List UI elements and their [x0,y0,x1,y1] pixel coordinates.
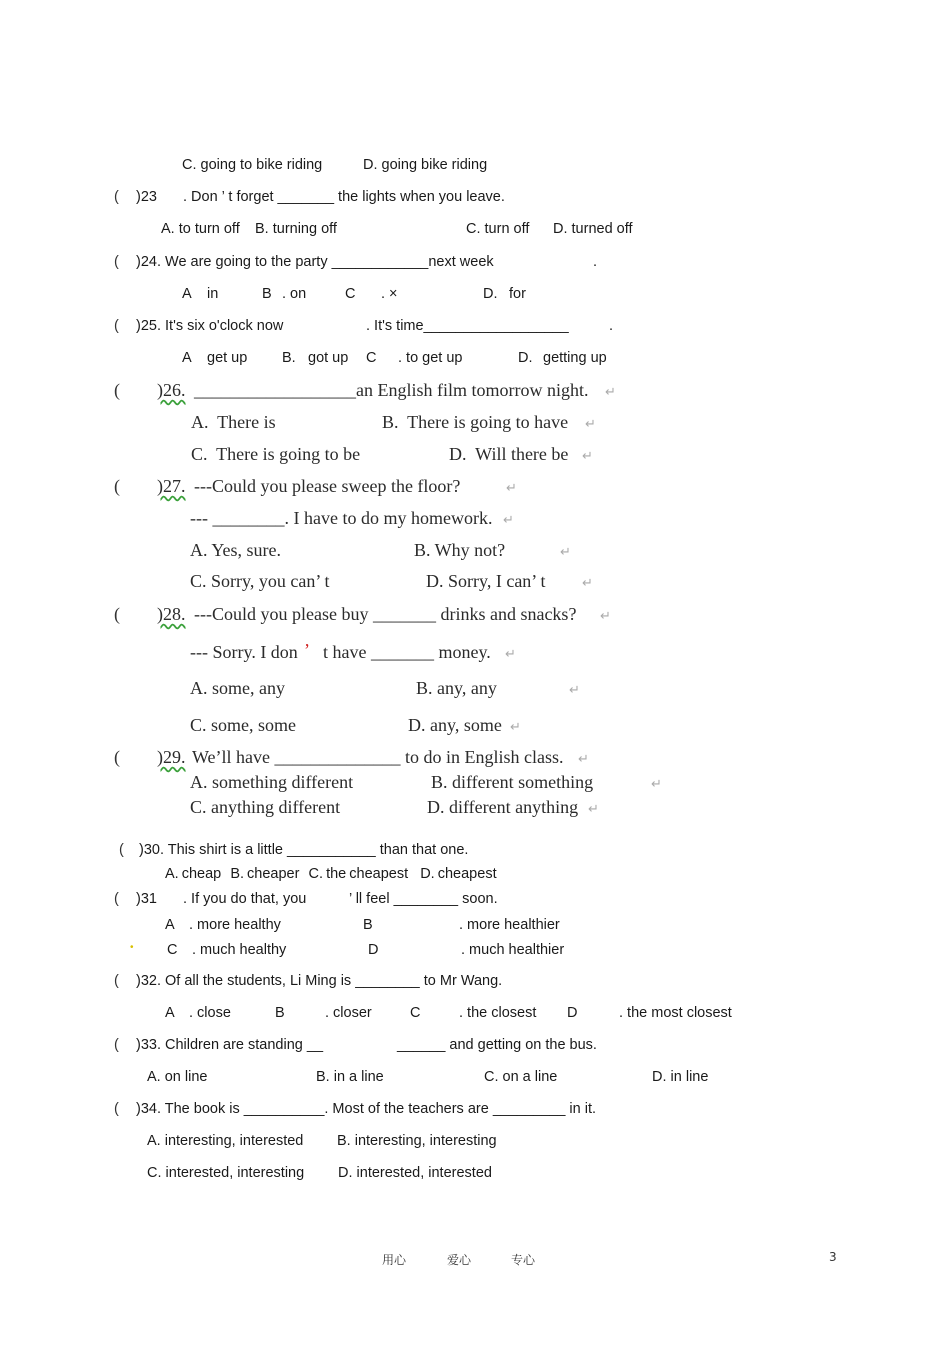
q27-option-d: D. Sorry, I can’ t [426,571,546,591]
q31-stem-end: ’ ll feel ________ soon. [349,891,498,907]
return-mark-icon: ↵ [651,776,662,791]
return-mark-icon: ↵ [506,480,517,495]
q24-stem: )24. We are going to the party ____________next week [136,254,494,270]
return-mark-icon: ↵ [605,384,616,399]
q25-option-b-letter: B. [282,350,296,366]
q26-option-d: D. Will there be [449,444,569,464]
q31-option-b-letter: B [363,917,373,933]
q33-option-c: C. on a line [484,1069,558,1085]
q27-answer-paren[interactable]: ( [114,476,120,496]
q27-number: )27. [157,476,186,496]
q25-option-b-text: got up [308,350,349,366]
return-mark-icon: ↵ [569,682,580,697]
q29-answer-paren[interactable]: ( [114,747,120,767]
q24-option-b-text: . on [282,286,307,302]
q27-option-b: B. Why not? [414,540,506,560]
q33-option-b: B. in a line [316,1069,384,1085]
q32-option-a-letter: A [165,1005,175,1021]
q24-stem-end: . [593,254,598,270]
q24-option-b-letter: B [262,286,272,302]
q25-option-d-letter: D. [518,350,533,366]
q24-option-c-letter: C [345,286,356,302]
q24-option-d-text: for [509,286,526,302]
q29-option-d: D. different anything [427,797,579,817]
q28-reply-apostrophe: ’ [304,640,310,660]
q28-option-c: C. some, some [190,715,296,735]
q32-option-d-text: . the most closest [619,1005,732,1021]
q32-answer-paren[interactable]: ( [114,973,119,989]
q25-option-d-text: getting up [543,350,607,366]
q31-answer-paren[interactable]: ( [114,891,119,907]
return-mark-icon: ↵ [510,719,521,734]
q29-number: )29. [157,747,186,767]
q28-option-b: B. any, any [416,678,497,698]
q23-answer-paren[interactable]: ( [114,189,119,205]
q31-option-c-letter: C [167,942,178,958]
footer-word-3: 专心 [511,1253,536,1267]
q28-stem: ---Could you please buy _______ drinks and snacks? [194,604,577,624]
q24-option-d-letter: D. [483,286,498,302]
return-mark-icon: ↵ [585,416,596,431]
q27-reply: --- ________. I have to do my homework. [190,508,493,528]
q31-option-d-text: . much healthier [461,942,565,958]
q30-options: A. cheap B. cheaper C. the cheapest D. cheapest [165,866,497,882]
footer-word-1: 用心 [382,1253,407,1267]
q23-option-b: B. turning off [255,221,337,237]
q33-stem-end: ______ and getting on the bus. [397,1037,597,1053]
q30-answer-paren[interactable]: ( [119,842,124,858]
q34-option-d: D. interested, interested [338,1165,492,1181]
return-mark-icon: ↵ [582,575,593,590]
q33-option-a: A. on line [147,1069,208,1085]
q28-reply-start: --- Sorry. I don [190,642,298,662]
q34-option-c: C. interested, interesting [147,1165,305,1181]
q25-stem-mid: . It's time__________________ [366,318,569,334]
q31-option-a-text: . more healthy [189,917,281,933]
dot-mark: • [130,942,134,953]
q34-answer-paren[interactable]: ( [114,1101,119,1117]
q31-option-d-letter: D [368,942,379,958]
q23-option-d: D. turned off [553,221,633,237]
q23-option-c: C. turn off [466,221,530,237]
q32-option-b-letter: B [275,1005,285,1021]
q26-option-b: B. There is going to have [382,412,569,432]
return-mark-icon: ↵ [578,751,589,766]
q28-number: )28. [157,604,186,624]
q32-option-d-letter: D [567,1005,578,1021]
return-mark-icon: ↵ [600,608,611,623]
q29-option-b: B. different something [431,772,594,792]
q24-option-a-letter: A [182,286,192,302]
q25-option-a-letter: A [182,350,192,366]
q32-option-c-text: . the closest [459,1005,537,1021]
q29-option-a: A. something different [190,772,354,792]
q27-stem: ---Could you please sweep the floor? [194,476,461,496]
q34-stem: )34. The book is __________. Most of the teachers are _________ in it. [136,1101,597,1117]
q24-option-a-text: in [207,286,219,302]
q32-option-a-text: . close [189,1005,231,1021]
q29-option-c: C. anything different [190,797,341,817]
q27-option-a: A. Yes, sure. [190,540,282,560]
q33-option-d: D. in line [652,1069,709,1085]
q25-answer-paren[interactable]: ( [114,318,119,334]
q31-option-b-text: . more healthier [459,917,560,933]
q22-option-c: C. going to bike riding [182,157,323,173]
q26-option-c: C. There is going to be [191,444,361,464]
q28-option-a: A. some, any [190,678,285,698]
q28-reply-end: t have _______ money. [323,642,491,662]
q24-answer-paren[interactable]: ( [114,254,119,270]
q33-stem-start: )33. Children are standing __ [136,1037,324,1053]
page-number: 3 [829,1250,837,1264]
q31-option-a-letter: A [165,917,175,933]
q22-option-d: D. going bike riding [363,157,488,173]
q24-option-c-text: . × [381,286,398,302]
q33-answer-paren[interactable]: ( [114,1037,119,1053]
q28-answer-paren[interactable]: ( [114,604,120,624]
q25-option-c-text: . to get up [398,350,463,366]
q23-number: )23 [136,189,157,205]
q26-number: )26. [157,380,186,400]
q31-option-c-text: . much healthy [192,942,287,958]
q25-stem-end: . [609,318,614,334]
q23-stem: . Don ’ t forget _______ the lights when you leave. [183,189,505,205]
q28-option-d: D. any, some [408,715,502,735]
q27-option-c: C. Sorry, you can’ t [190,571,330,591]
return-mark-icon: ↵ [588,801,599,816]
q32-stem: )32. Of all the students, Li Ming is ________ to Mr Wang. [136,973,503,989]
q30-stem: )30. This shirt is a little ___________ than that one. [139,842,469,858]
q31-stem-start: . If you do that, you [183,891,307,907]
return-mark-icon: ↵ [582,448,593,463]
return-mark-icon: ↵ [505,646,516,661]
q32-option-c-letter: C [410,1005,421,1021]
q25-stem: )25. It's six o'clock now [136,318,284,334]
q25-option-a-text: get up [207,350,248,366]
q32-option-b-text: . closer [325,1005,372,1021]
return-mark-icon: ↵ [503,512,514,527]
q26-stem: __________________an English film tomorrow night. [194,380,589,400]
footer-word-2: 爱心 [447,1253,472,1267]
q31-number: )31 [136,891,157,907]
q29-stem: We’ll have ______________ to do in English class. [192,747,564,767]
q34-option-b: B. interesting, interesting [337,1133,497,1149]
q23-option-a: A. to turn off [161,221,240,237]
return-mark-icon: ↵ [560,544,571,559]
q26-option-a: A. There is [191,412,276,432]
q34-option-a: A. interesting, interested [147,1133,304,1149]
q25-option-c-letter: C [366,350,377,366]
q26-answer-paren[interactable]: ( [114,380,120,400]
